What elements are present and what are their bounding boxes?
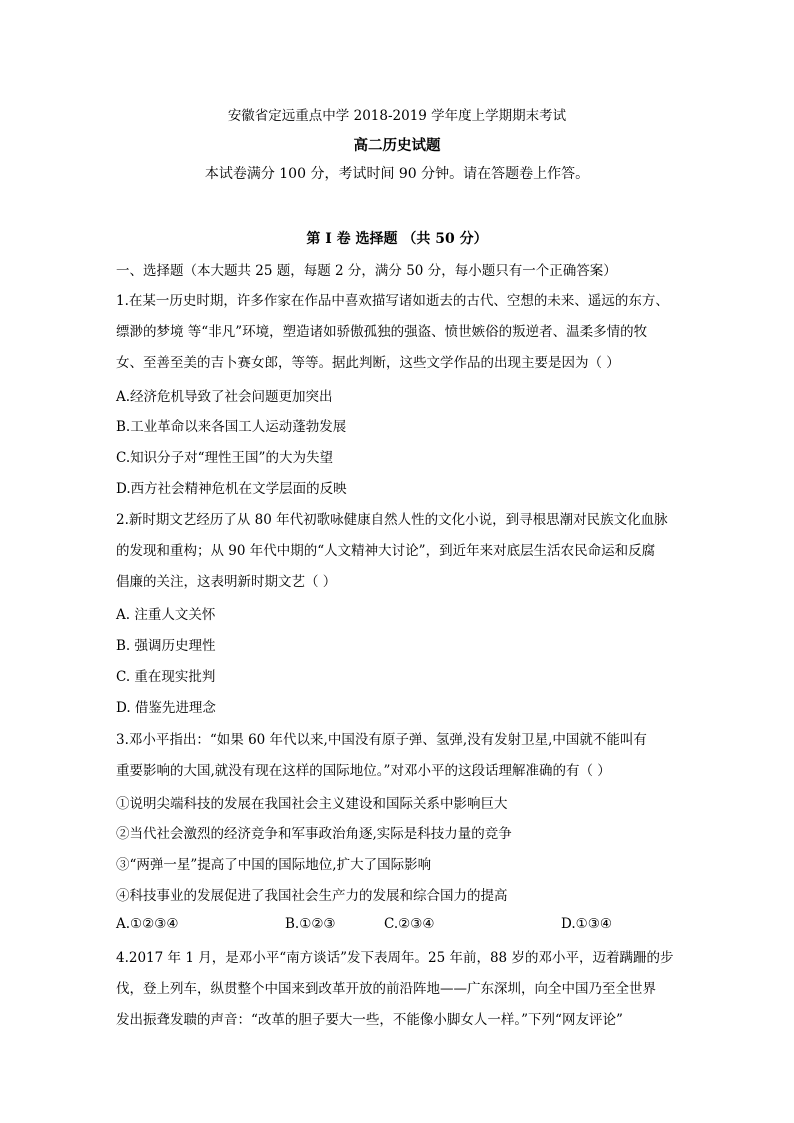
q1-option-c: C.知识分子对“理性王国”的大为失望: [116, 450, 333, 466]
q1-text-line: 缥渺的梦境 等“非凡”环境，塑造诸如骄傲孤独的强盗、愤世嫉俗的叛逆者、温柔多情的牧: [116, 324, 648, 340]
q1-option-a: A.经济危机导致了社会问题更加突出: [116, 389, 333, 405]
q2-text-line: 2.新时期文艺经历了从 80 年代初歌咏健康自然人性的文化小说，到寻根思潮对民族文化血脉: [116, 512, 668, 528]
q1-text-line: 女、至善至美的吉卜赛女郎，等等。据此判断，这些文学作品的出现主要是因为（ ）: [116, 355, 620, 371]
q3-statement-3: ③“两弹一星”提高了中国的国际地位,扩大了国际影响: [116, 857, 432, 873]
q2-option-d: D. 借鉴先进理念: [116, 700, 216, 716]
q3-text-line: 3.邓小平指出：“如果 60 年代以来,中国没有原子弹、氢弹,没有发射卫星,中国就不能叫有: [116, 732, 647, 748]
q2-option-b: B. 强调历史理性: [116, 638, 216, 654]
school-exam-line: 安徽省定远重点中学 2018-2019 学年度上学期期末考试: [227, 108, 567, 124]
q3-statement-4: ④科技事业的发展促进了我国社会生产力的发展和综合国力的提高: [116, 888, 508, 904]
q3-options-row: [116, 916, 696, 936]
q1-option-b: B.工业革命以来各国工人运动蓬勃发展: [116, 419, 347, 435]
q3-option-c: C.②③④: [384, 916, 435, 932]
q3-option-b: B.①②③: [285, 916, 336, 932]
q4-text-line: 发出振聋发聩的声音：“改革的胆子要大一些，不能像小脚女人一样。”下列“网友评论”: [116, 1012, 623, 1028]
q2-option-a: A. 注重人文关怀: [116, 607, 216, 623]
q3-option-a: A.①②③④: [116, 916, 179, 932]
section-title: 第 I 卷 选择题 （共 50 分）: [306, 231, 488, 247]
q2-option-c: C. 重在现实批判: [116, 669, 216, 685]
q3-statement-1: ①说明尖端科技的发展在我国社会主义建设和国际关系中影响巨大: [116, 796, 508, 812]
q3-statement-2: ②当代社会激烈的经济竞争和军事政治角逐,实际是科技力量的竞争: [116, 826, 512, 842]
section-heading: 一、选择题（本大题共 25 题，每题 2 分，满分 50 分，每小题只有一个正确答案）: [116, 263, 617, 279]
q4-text-line: 4.2017 年 1 月，是邓小平“南方谈话”发下表周年。25 年前，88 岁的邓小平，迈着蹒跚的步: [116, 950, 674, 966]
exam-instructions: 本试卷满分 100 分，考试时间 90 分钟。请在答题卷上作答。: [204, 166, 590, 182]
q2-text-line: 的发现和重构；从 90 年代中期的“人文精神大讨论”，到近年来对底层生活农民命运和反腐: [116, 543, 656, 559]
q1-option-d: D.西方社会精神危机在文学层面的反映: [116, 481, 347, 497]
q2-text-line: 倡廉的关注，这表明新时期文艺（ ）: [116, 574, 337, 590]
q4-text-line: 伐，登上列车，纵贯整个中国来到改革开放的前沿阵地——广东深圳，向全中国乃至全世界: [116, 981, 656, 997]
q1-text-line: 1.在某一历史时期，许多作家在作品中喜欢描写诸如逝去的古代、空想的未来、遥远的东方、: [116, 293, 669, 309]
exam-subject-title: 高二历史试题: [353, 137, 441, 154]
q3-option-d: D.①③④: [561, 916, 612, 932]
q3-text-line: 重要影响的大国,就没有现在这样的国际地位。”对邓小平的这段话理解准确的有（ ）: [116, 763, 611, 779]
